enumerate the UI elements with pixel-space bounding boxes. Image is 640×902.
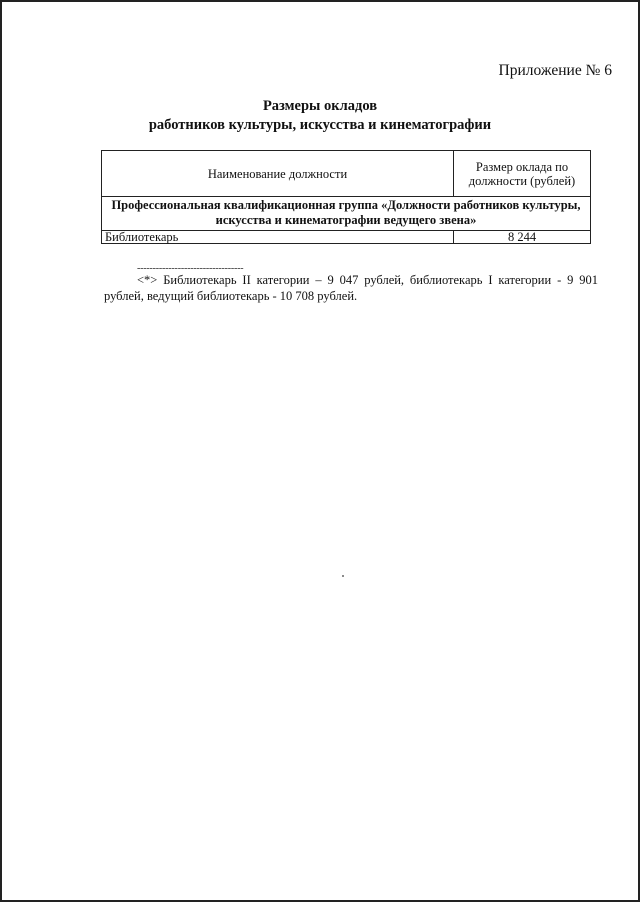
footnote-text: <*> Библиотекарь II категории – 9 047 рублей, библиотекарь I категории - 9 901 рублей, ведущий библиотекарь - 10 708 рублей. [104,273,598,303]
title-line-1: Размеры окладов [262,98,378,114]
appendix-label: Приложение № 6 [498,62,612,79]
qualification-group-row [102,197,591,231]
footnote-divider: ---------------------------------- [137,263,244,274]
cell-position: Библиотекарь [102,231,454,244]
qualification-group-heading: Профессиональная квалификационная группа «Должности работников культуры, искусства и кинематографии ведущего звена» [102,197,591,231]
table-row [102,231,591,244]
salary-table [101,150,591,244]
cell-salary: 8 244 [454,231,591,244]
header-salary: Размер оклада по должности (рублей) [454,151,591,197]
table-header-row [102,151,591,197]
document-title [0,97,640,135]
title-line-2: работников культуры, искусства и кинематографии [148,117,492,133]
scan-artifact-dot [342,575,344,577]
header-position: Наименование должности [102,151,454,197]
